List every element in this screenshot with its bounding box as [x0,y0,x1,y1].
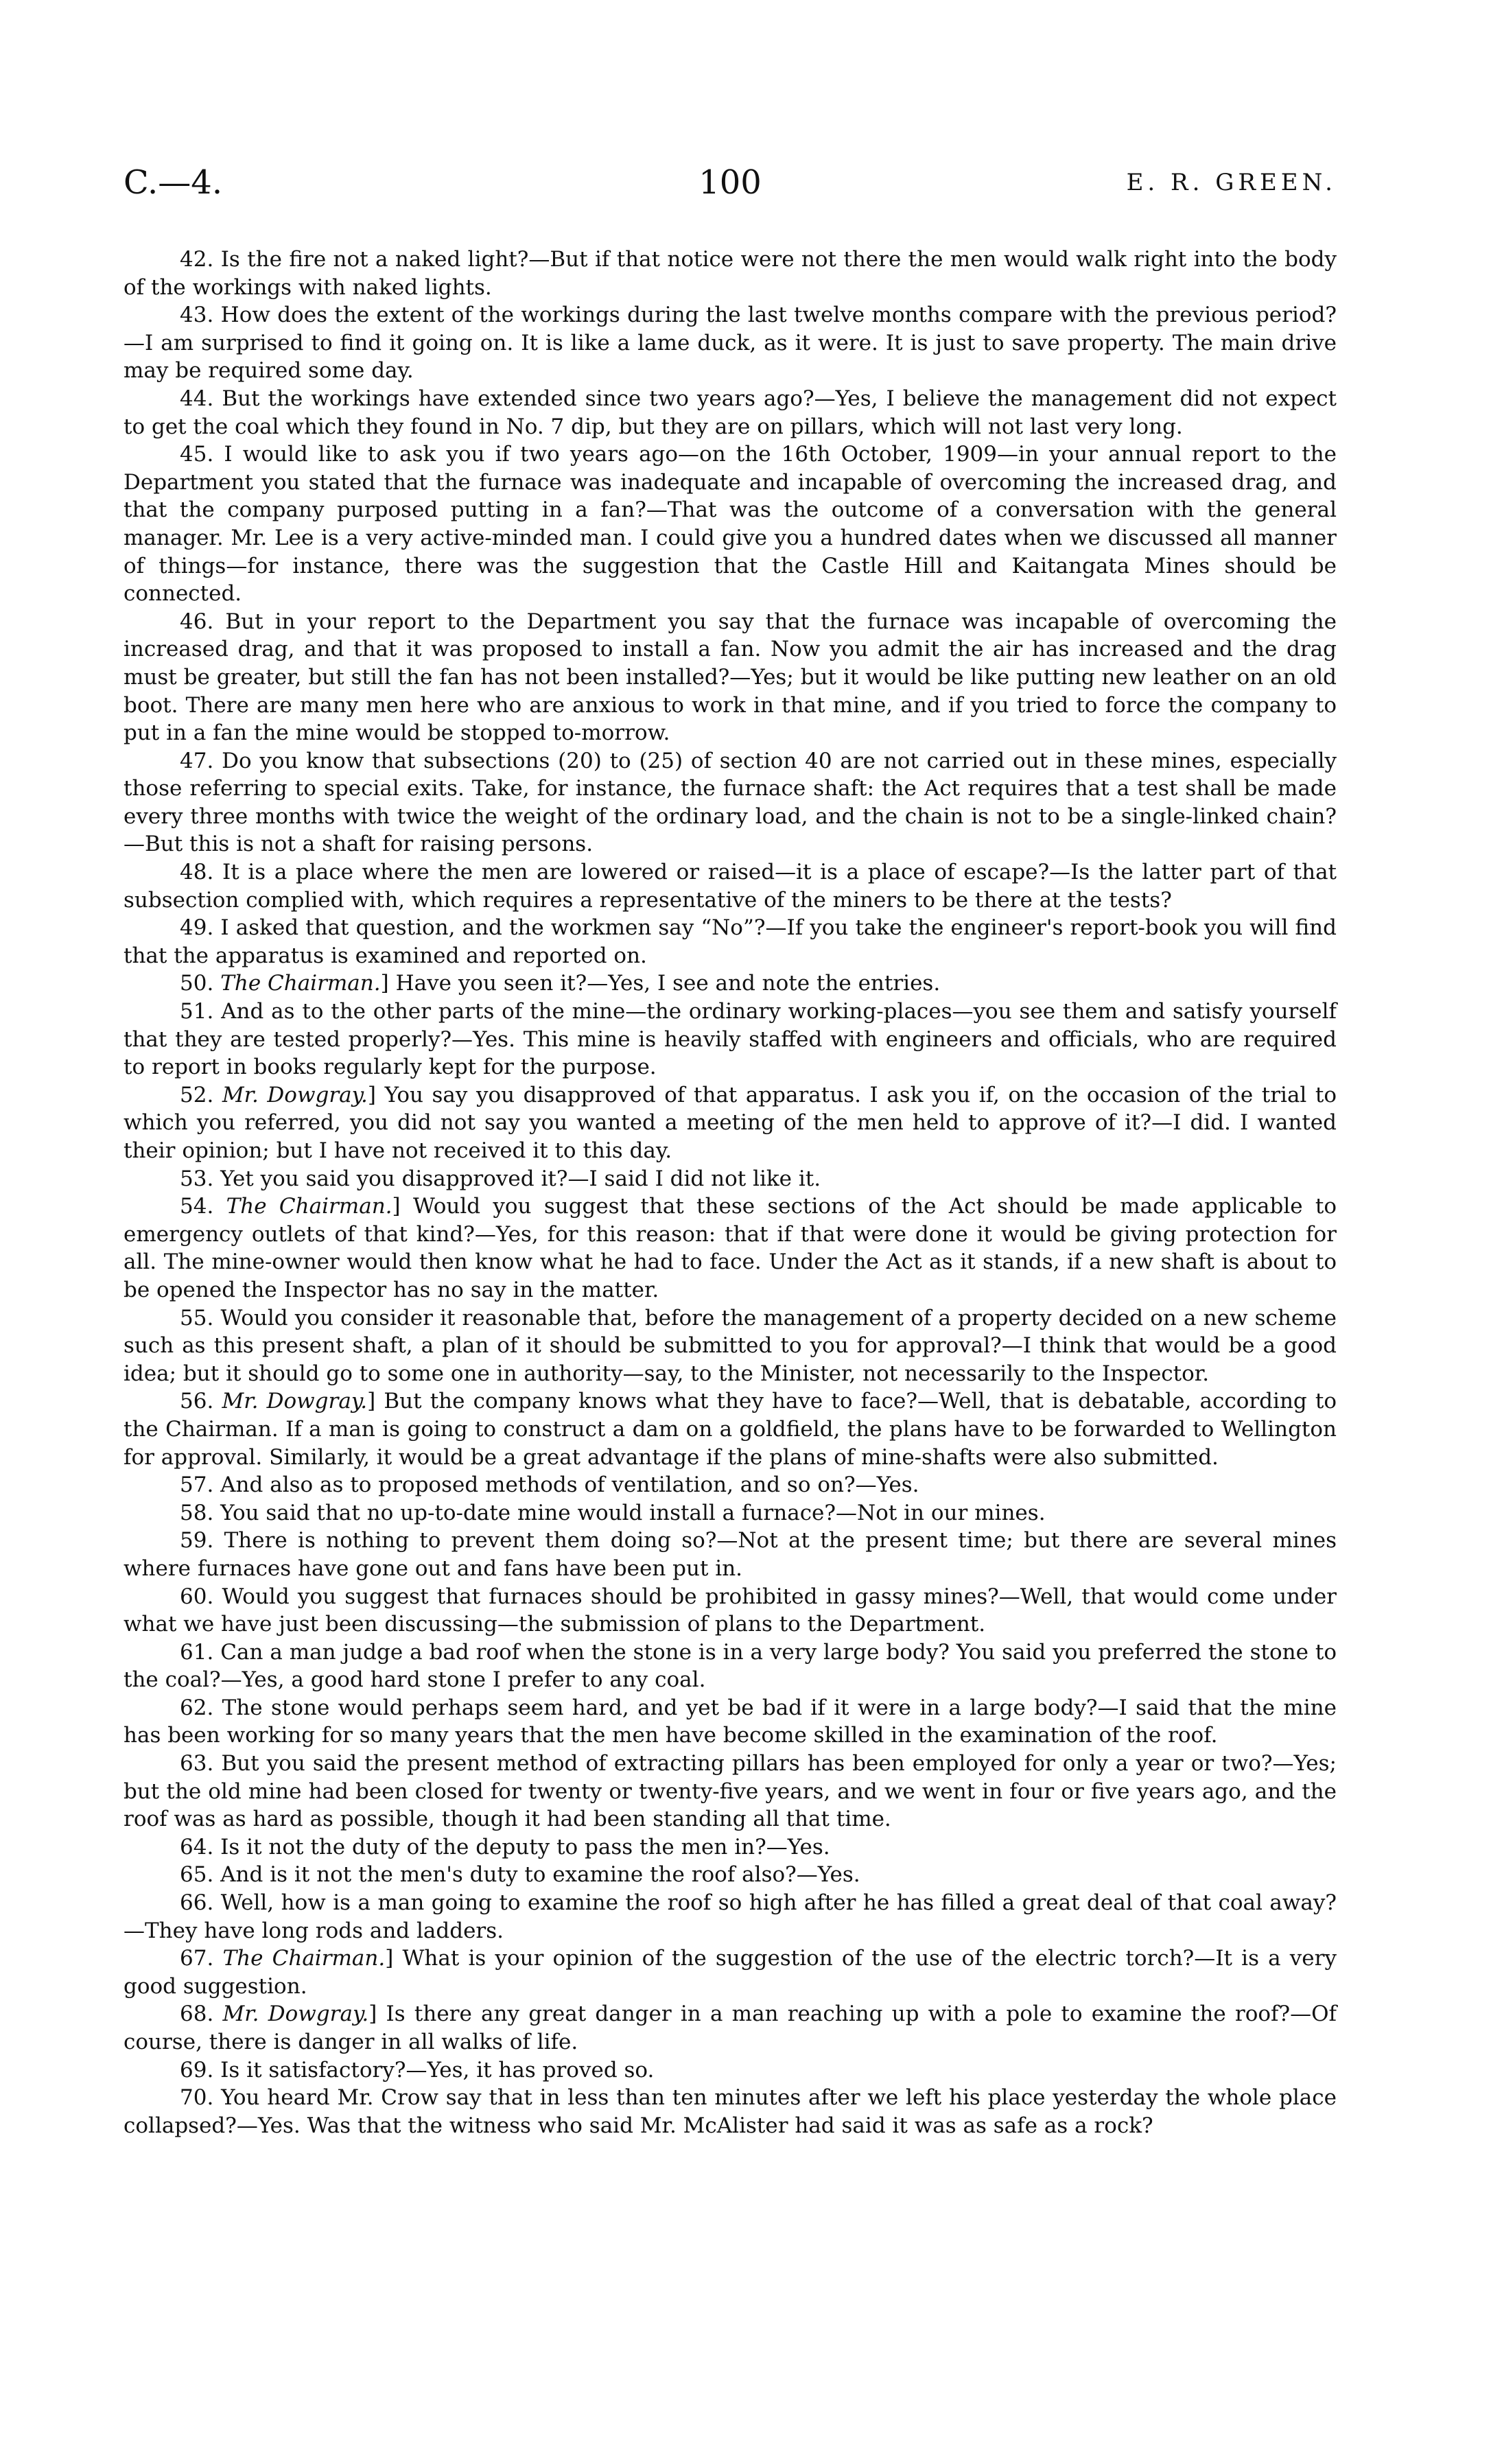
question-text: How does the extent of the workings during the last twelve months compare with the previous period?—I am surprised to find it going on. It is like a lame duck, as it were. It is just to save property. The main drive may be required some day. [124,303,1337,384]
question-paragraph [124,2056,1337,2085]
question-paragraph [124,1945,1337,2000]
question-paragraph [124,1833,1337,1862]
speaker-bracket: ] [385,1946,394,1971]
question-paragraph [124,914,1337,970]
question-text: What is your opinion of the suggestion of the use of the electric torch?—It is a very good suggestion. [124,1946,1337,1999]
speaker-bracket: ] [367,1082,376,1107]
question-number: 51. [180,999,214,1024]
question-paragraph [124,608,1337,747]
question-paragraph [124,246,1337,301]
witness-name: E. R. GREEN. [1126,169,1337,196]
question-paragraph [124,385,1337,441]
question-text: But the workings have extended since two years ago?—Yes, I believe the management did not expect to get the coal which they found in No. 7 dip, but they are on pillars, which will not last very long. [124,386,1337,439]
question-number: 54. [180,1194,214,1219]
question-paragraph [124,1750,1337,1833]
question-text: Do you know that subsections (20) to (25) of section 40 are not carried out in these mines, especially those referring to special exits. Take, for instance, the furnace shaft: the Act requires that a test shall be made every three months with twice the weight of the ordinary load, and the chain is not to be a single-linked chain?—But this is not a shaft for raising persons. [124,748,1337,857]
question-text: Is there any great danger in a man reaching up with a pole to examine the roof?—Of course, there is danger in all walks of life. [124,2002,1337,2054]
question-paragraph [124,1583,1337,1639]
question-paragraph [124,1889,1337,1945]
question-text: Have you seen it?—Yes, I see and note the entries. [395,971,941,996]
question-text: But the company knows what they have to face?—Well, that is debatable, according to the Chairman. If a man is going to construct a dam on a goldfield, the plans have to be forwarded to Wellington for approval. Similarly, it would be a great advantage if the plans of mine-shafts were also submitted. [124,1389,1337,1470]
speaker-bracket: ] [392,1194,401,1219]
speaker-name: The Chairman. [220,971,381,996]
question-number: 65. [180,1862,214,1888]
question-number: 45. [180,442,214,467]
question-paragraph [124,1694,1337,1750]
question-paragraph [124,1165,1337,1193]
question-number: 43. [180,303,214,328]
question-number: 44. [180,386,214,411]
question-paragraph [124,2084,1337,2139]
question-number: 53. [180,1166,214,1191]
question-number: 61. [180,1639,214,1665]
question-number: 52. [180,1082,214,1107]
question-paragraph [124,441,1337,608]
question-text: But in your report to the Department you say that the furnace was incapable of overcoming the increased drag, and that it was proposed to install a fan. Now you admit the air has increased and the drag must be greater, but still the fan has not been installed?—Yes; but it would be like putting new leather on an old boot. There are many men here who are anxious to work in that mine, and if you tried to force the company to put in a fan the mine would be stopped to-morrow. [124,609,1337,746]
question-text: The stone would perhaps seem hard, and yet be bad if it were in a large body?—I said that the mine has been working for so many years that the men have become skilled in the examination of the roof. [124,1695,1337,1748]
question-text: Yet you said you disapproved it?—I said I did not like it. [220,1166,821,1191]
question-text: Is it not the duty of the deputy to pass the men in?—Yes. [220,1834,830,1859]
question-number: 42. [180,247,214,272]
question-number: 69. [180,2057,214,2082]
question-number: 67. [180,1946,214,1971]
question-text: You said that no up-to-date mine would install a furnace?—Not in our mines. [220,1500,1046,1525]
question-text: You heard Mr. Crow say that in less than ten minutes after we left his place yesterday the whole place collapsed?—Yes. Was that the witness who said Mr. McAlister had said it was as safe as a rock? [124,2085,1337,2138]
question-text: And as to the other parts of the mine—the ordinary working-places—you see them and satisfy yourself that they are tested properly?—Yes. This mine is heavily staffed with engineers and officials, who are required to report in books regularly kept for the purpose. [124,999,1337,1080]
question-text: It is a place where the men are lowered or raised—it is a place of escape?—Is the latter part of that subsection complied with, which requires a representative of the miners to be there at the tests? [124,860,1337,913]
question-number: 62. [180,1695,214,1720]
question-number: 56. [180,1389,214,1414]
question-number: 49. [180,915,214,941]
question-text: And also as to proposed methods of ventilation, and so on?—Yes. [220,1472,919,1498]
question-number: 57. [180,1472,214,1498]
question-number: 63. [180,1751,214,1776]
question-text: And is it not the men's duty to examine the roof also?—Yes. [220,1862,860,1888]
question-paragraph [124,747,1337,858]
question-paragraph [124,2000,1337,2056]
question-number: 48. [180,860,214,885]
question-text: You say you disapproved of that apparatus. I ask you if, on the occasion of the trial to which you referred, you did not say you wanted a meeting of the men held to approve of it?—I did. I wanted their opinion; but I have not received it to this day. [124,1082,1337,1163]
evidence-text [124,246,1337,2139]
question-number: 66. [180,1890,214,1916]
question-number: 60. [180,1584,214,1609]
question-number: 50. [180,971,214,996]
question-number: 68. [180,2002,214,2027]
question-paragraph [124,1081,1337,1165]
question-paragraph [124,970,1337,998]
question-text: Well, how is a man going to examine the roof so high after he has filled a great deal of that coal away?—They have long rods and ladders. [124,1890,1337,1943]
speaker-bracket: ] [367,1389,376,1414]
speaker-name: Mr. Dowgray. [222,1389,368,1414]
question-text: There is nothing to prevent them doing so?—Not at the present time; but there are several mines where furnaces have gone out and fans have been put in. [124,1528,1337,1581]
speaker-name: Mr. Dowgray. [222,2002,369,2027]
page-header [124,163,1337,211]
question-paragraph [124,1499,1337,1527]
speaker-name: The Chairman. [222,1946,386,1971]
question-number: 59. [180,1528,214,1553]
question-number: 70. [180,2085,214,2111]
question-text: Would you suggest that these sections of the Act should be made applicable to emergency outlets of that kind?—Yes, for this reason: that if that were done it would be giving protection for all. The mine-owner would then know what he had to face. Under the Act as it stands, if a new shaft is about to be opened the Inspector has no say in the matter. [124,1194,1337,1302]
question-paragraph [124,1527,1337,1582]
question-text: Is the fire not a naked light?—But if that notice were not there the men would walk right into the body of the workings with naked lights. [124,247,1337,300]
question-paragraph [124,301,1337,385]
question-text: Would you consider it reasonable that, before the management of a property decided on a new scheme such as this present shaft, a plan of it should be submitted to you for approval?—I think that would be a good idea; but it should go to some one in authority—say, to the Minister, not necessarily to the Inspector. [124,1305,1337,1386]
question-number: 64. [180,1834,214,1859]
question-paragraph [124,1639,1337,1694]
page-number: 100 [698,163,762,202]
question-text: I asked that question, and the workmen say “No”?—If you take the engineer's report-book you will find that the apparatus is examined and reported on. [124,915,1337,968]
question-paragraph [124,1387,1337,1471]
question-paragraph [124,1861,1337,1889]
question-number: 47. [180,748,214,773]
speaker-name: The Chairman. [226,1194,392,1219]
paper-reference: C.—4. [124,163,223,202]
speaker-bracket: ] [380,971,389,996]
question-paragraph [124,998,1337,1081]
question-text: But you said the present method of extracting pillars has been employed for only a year or two?—Yes; but the old mine had been closed for twenty or twenty-five years, and we went in four or five years ago, and the roof was as hard as possible, though it had been standing all that time. [124,1751,1337,1832]
question-number: 58. [180,1500,214,1525]
speaker-name: Mr. Dowgray. [222,1082,368,1107]
question-number: 46. [180,609,214,634]
question-paragraph [124,1193,1337,1304]
question-paragraph [124,1471,1337,1499]
question-text: Can a man judge a bad roof when the stone is in a very large body? You said you preferred the stone to the coal?—Yes, a good hard stone I prefer to any coal. [124,1639,1337,1693]
question-paragraph [124,1304,1337,1388]
question-text: Is it satisfactory?—Yes, it has proved so. [220,2057,655,2082]
question-text: I would like to ask you if two years ago—on the 16th October, 1909—in your annual report to the Department you stated that the furnace was inadequate and incapable of overcoming the increased drag, and that the company purposed putting in a fan?—That was the outcome of a conversation with the general manager. Mr. Lee is a very active-minded man. I could give you a hundred dates when we discussed all manner of things—for instance, there was the suggestion that the Castle Hill and Kaitangata Mines should be connected. [124,442,1337,607]
question-number: 55. [180,1305,214,1330]
speaker-bracket: ] [368,2002,377,2027]
question-paragraph [124,858,1337,914]
question-text: Would you suggest that furnaces should be prohibited in gassy mines?—Well, that would come under what we have just been discussing—the submission of plans to the Department. [124,1584,1337,1637]
